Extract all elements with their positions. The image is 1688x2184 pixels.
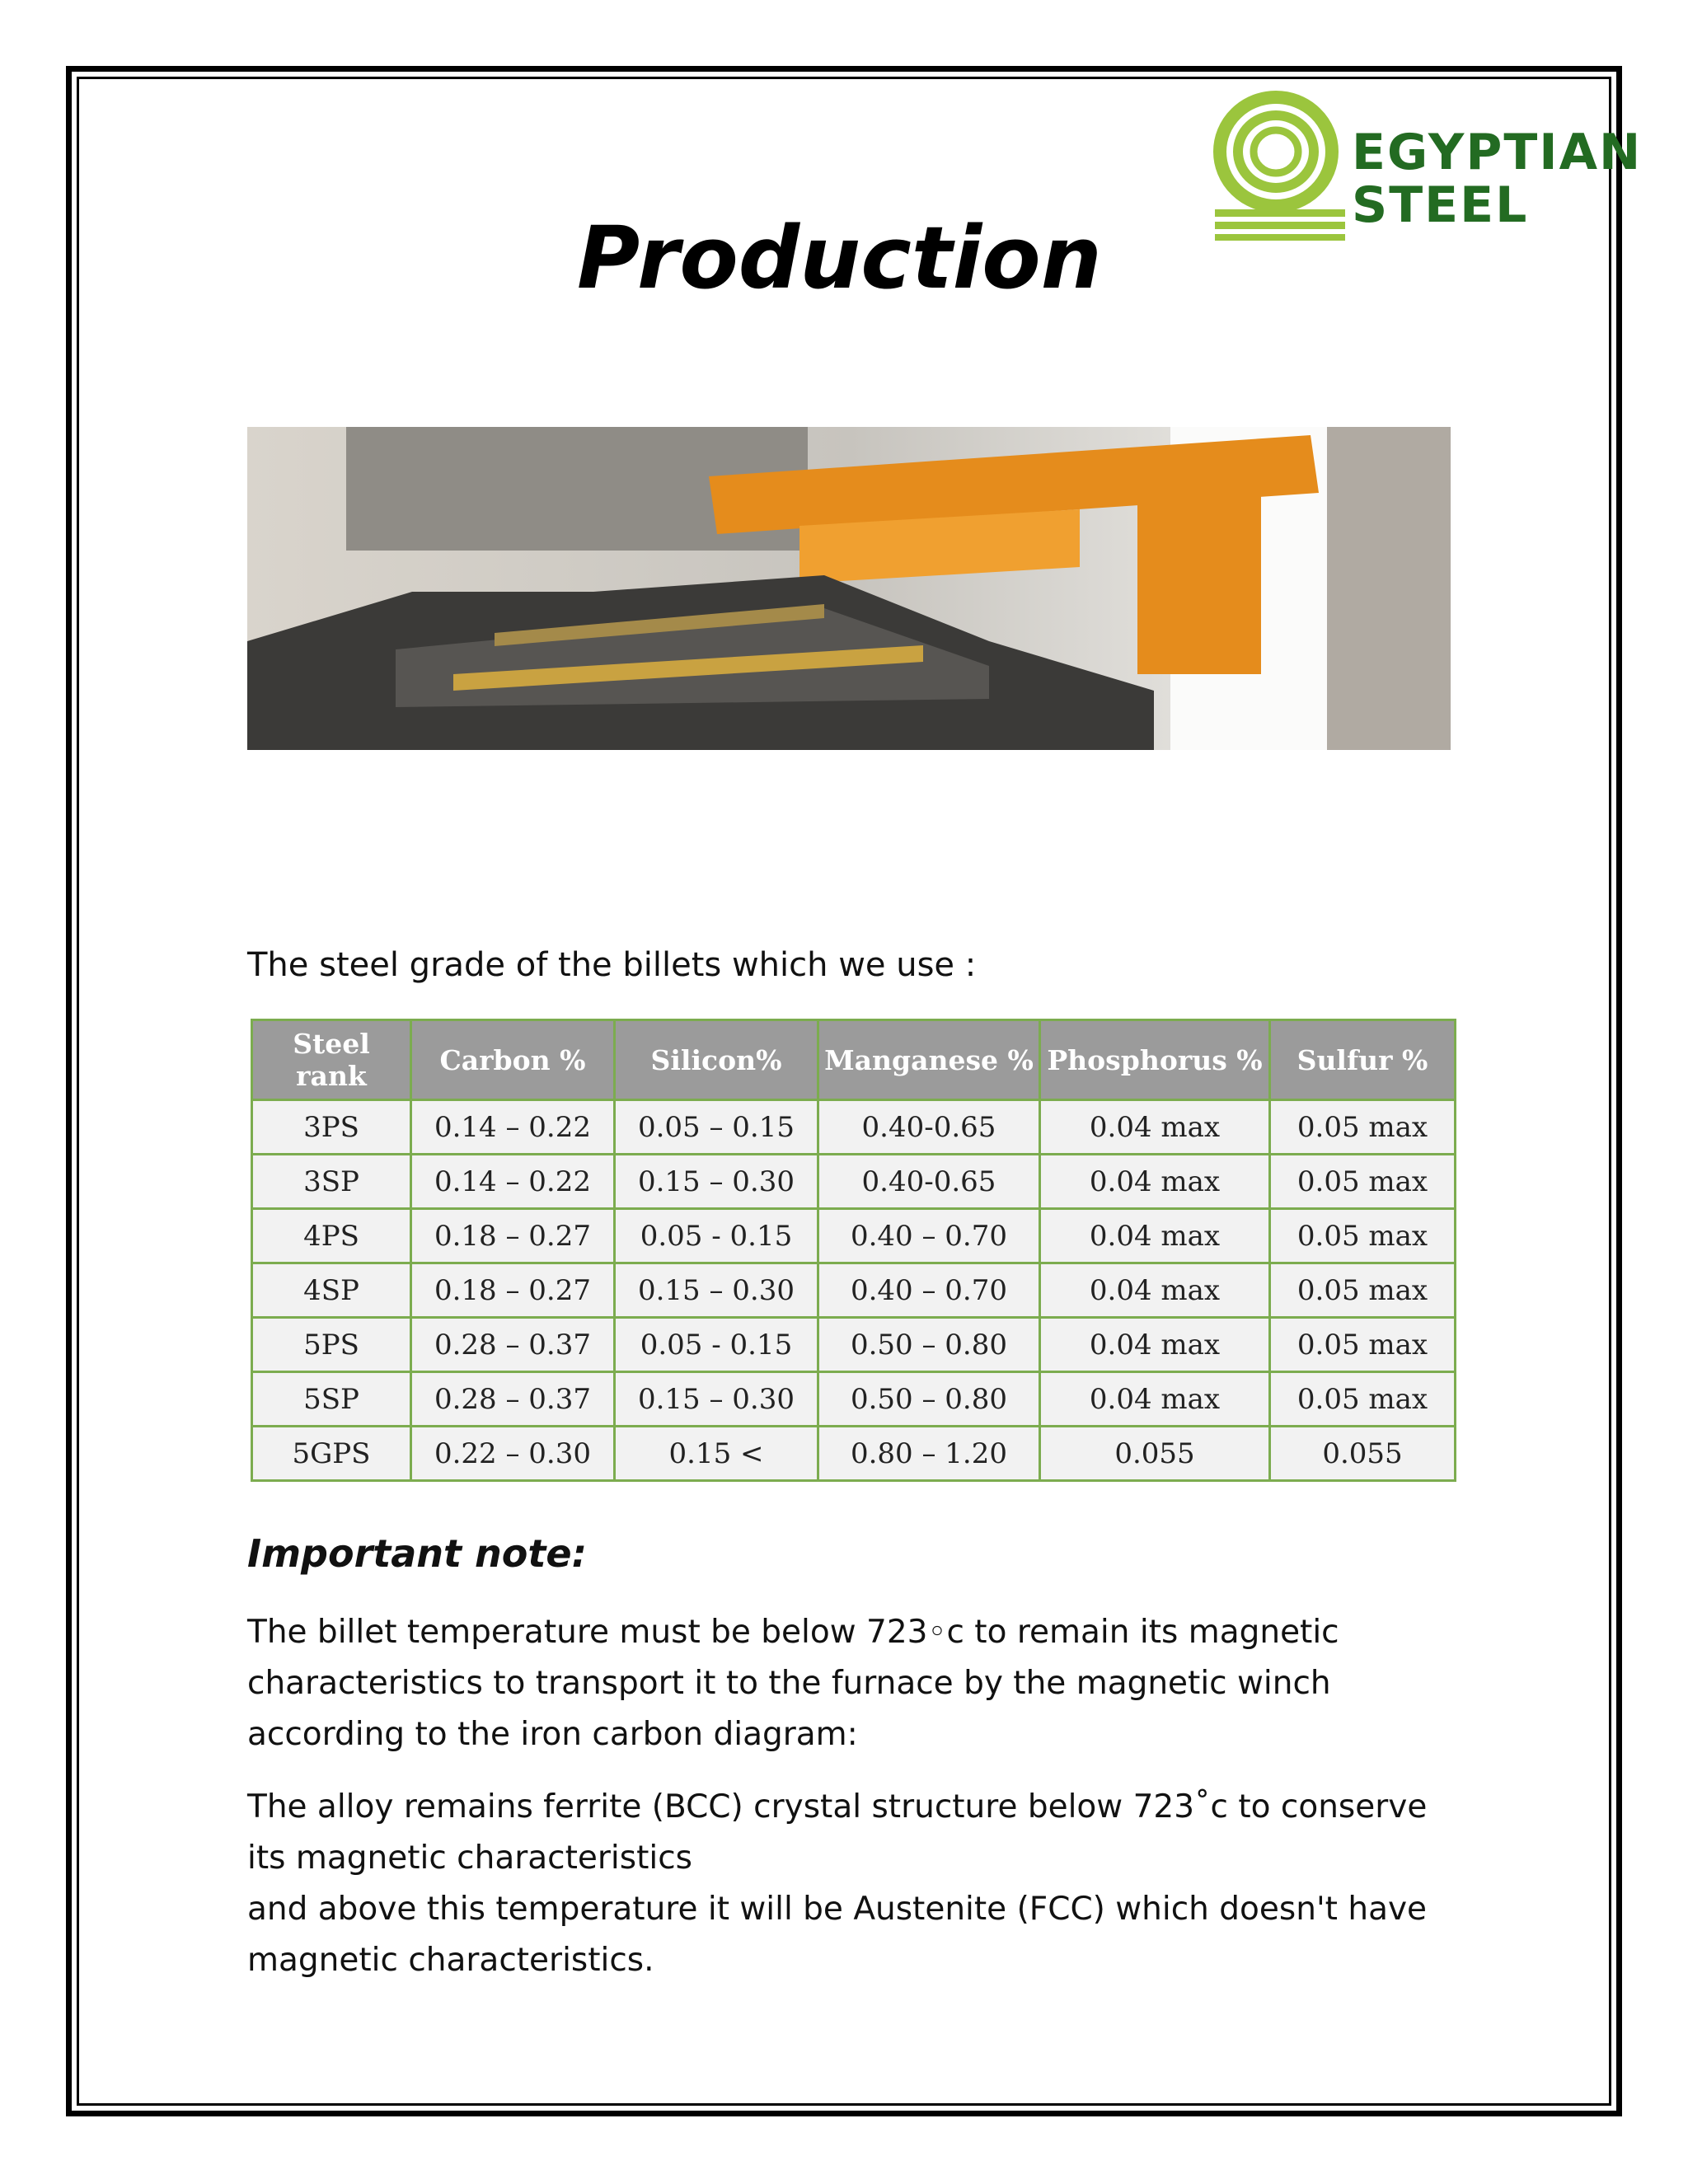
- cell-sulfur: 0.05 max: [1270, 1372, 1456, 1427]
- header-carbon: Carbon %: [411, 1020, 615, 1100]
- steel-grade-table: [251, 1019, 1456, 1482]
- cell-manganese: 0.40-0.65: [818, 1100, 1040, 1155]
- table-row: [252, 1155, 1456, 1209]
- cell-phosphorus: 0.04 max: [1040, 1318, 1270, 1372]
- cell-carbon: 0.18 – 0.27: [411, 1263, 615, 1318]
- cell-silicon: 0.15 <: [615, 1427, 818, 1481]
- cell-steel-rank: 4SP: [252, 1263, 411, 1318]
- cell-steel-rank: 3SP: [252, 1155, 411, 1209]
- cell-steel-rank: 4PS: [252, 1209, 411, 1263]
- note-paragraph-temperature: The billet temperature must be below 723◦c to remain its magnetic characteristics to transport it to the furnace by the magnetic winch according to the iron carbon diagram:: [247, 1614, 1339, 1753]
- table-row: [252, 1427, 1456, 1481]
- header-phosphorus: Phosphorus %: [1040, 1020, 1270, 1100]
- cell-silicon: 0.15 – 0.30: [615, 1263, 818, 1318]
- page-title: Production: [577, 208, 1102, 308]
- table-row: [252, 1100, 1456, 1155]
- cell-manganese: 0.50 – 0.80: [818, 1372, 1040, 1427]
- cell-manganese: 0.80 – 1.20: [818, 1427, 1040, 1481]
- cell-steel-rank: 5PS: [252, 1318, 411, 1372]
- cell-steel-rank: 5SP: [252, 1372, 411, 1427]
- cell-phosphorus: 0.04 max: [1040, 1155, 1270, 1209]
- cell-sulfur: 0.055: [1270, 1427, 1456, 1481]
- cell-carbon: 0.18 – 0.27: [411, 1209, 615, 1263]
- cell-sulfur: 0.05 max: [1270, 1263, 1456, 1318]
- note-paragraph-structure-line1: The alloy remains ferrite (BCC) crystal structure below 723˚c to conserve its magnetic characteristics: [247, 1788, 1428, 1877]
- egyptian-steel-logo: [1210, 86, 1643, 242]
- cell-steel-rank: 5GPS: [252, 1427, 411, 1481]
- header-manganese: Manganese %: [818, 1020, 1040, 1100]
- table-row: [252, 1372, 1456, 1427]
- steel-billets-warehouse-photo: [247, 427, 1452, 750]
- cell-carbon: 0.28 – 0.37: [411, 1372, 615, 1427]
- cell-manganese: 0.40-0.65: [818, 1155, 1040, 1209]
- logo-text-egyptian: EGYPTIAN: [1352, 124, 1643, 181]
- cell-steel-rank: 3PS: [252, 1100, 411, 1155]
- cell-sulfur: 0.05 max: [1270, 1209, 1456, 1263]
- header-silicon: Silicon%: [615, 1020, 818, 1100]
- cell-silicon: 0.05 – 0.15: [615, 1100, 818, 1155]
- cell-phosphorus: 0.04 max: [1040, 1372, 1270, 1427]
- cell-manganese: 0.40 – 0.70: [818, 1263, 1040, 1318]
- cell-carbon: 0.14 – 0.22: [411, 1100, 615, 1155]
- cell-silicon: 0.05 - 0.15: [615, 1318, 818, 1372]
- cell-phosphorus: 0.055: [1040, 1427, 1270, 1481]
- logo-text-steel: STEEL: [1352, 176, 1529, 234]
- cell-sulfur: 0.05 max: [1270, 1155, 1456, 1209]
- intro-text: The steel grade of the billets which we use :: [247, 946, 977, 984]
- cell-carbon: 0.22 – 0.30: [411, 1427, 615, 1481]
- important-note-heading: Important note:: [247, 1531, 587, 1576]
- cell-phosphorus: 0.04 max: [1040, 1100, 1270, 1155]
- cell-sulfur: 0.05 max: [1270, 1318, 1456, 1372]
- cell-manganese: 0.40 – 0.70: [818, 1209, 1040, 1263]
- header-sulfur: Sulfur %: [1270, 1020, 1456, 1100]
- cell-carbon: 0.28 – 0.37: [411, 1318, 615, 1372]
- table-row: [252, 1209, 1456, 1263]
- table-row: [252, 1318, 1456, 1372]
- cell-silicon: 0.05 - 0.15: [615, 1209, 818, 1263]
- table-row: [252, 1263, 1456, 1318]
- header-steel-rank: Steel rank: [252, 1020, 411, 1100]
- cell-carbon: 0.14 – 0.22: [411, 1155, 615, 1209]
- cell-silicon: 0.15 – 0.30: [615, 1155, 818, 1209]
- cell-phosphorus: 0.04 max: [1040, 1263, 1270, 1318]
- cell-sulfur: 0.05 max: [1270, 1100, 1456, 1155]
- cell-manganese: 0.50 – 0.80: [818, 1318, 1040, 1372]
- table-header-row: [252, 1020, 1456, 1100]
- cell-silicon: 0.15 – 0.30: [615, 1372, 818, 1427]
- note-paragraph-structure: [247, 1782, 1467, 1986]
- cell-phosphorus: 0.04 max: [1040, 1209, 1270, 1263]
- logo-rings-icon: [1210, 86, 1350, 242]
- note-paragraph-structure-line2: and above this temperature it will be Austenite (FCC) which doesn't have magnetic characteristics.: [247, 1891, 1428, 1979]
